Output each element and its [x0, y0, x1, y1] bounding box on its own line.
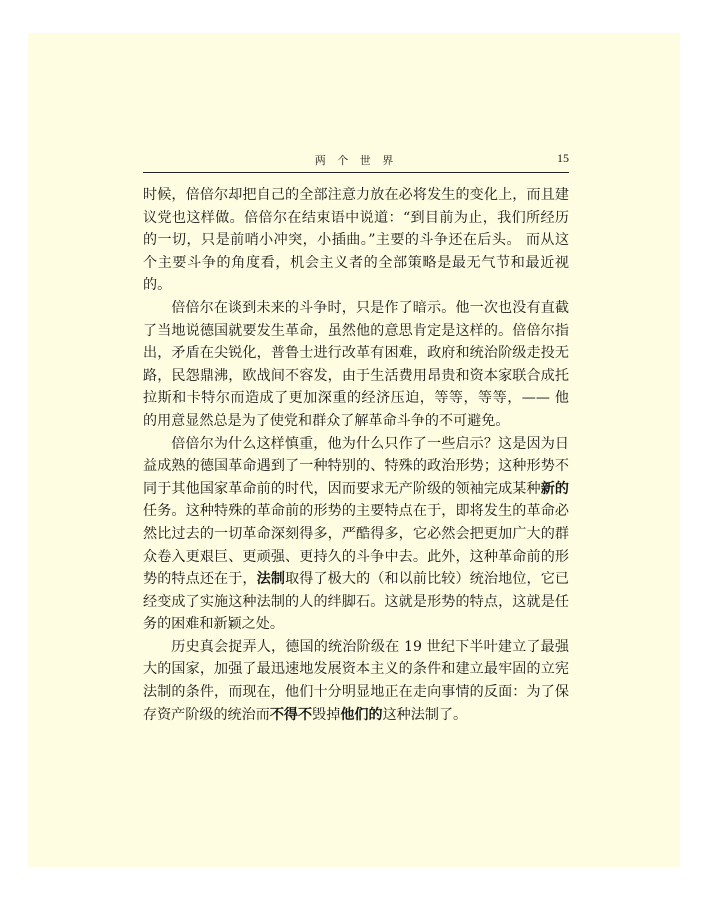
paragraph-3-part-e: 取得了极大的（和以前比较）统治地位，它已经变成了实施这种法制的人的绊脚石。这就是形势的特点，这就是任务的困难和新颖之处。 [143, 571, 570, 633]
paragraph-4-part-c: 毁掉 [312, 706, 341, 723]
running-title: 两 个 世 界 [314, 154, 398, 167]
paragraph-4-part-e: 这种法制了。 [382, 706, 468, 723]
paragraph-3-part-c: 任务。这种特殊的革命前的形势的主要特点在于，即将发生的革命必然比过去的一切革命深刻得多，严酷得多，它必然会把更加广大的群众卷入更艰巨、更顽强、更持久的斗争中去。此外，这种革命前的形势的特点还在于， [143, 503, 569, 588]
page-number: 15 [557, 151, 569, 165]
emphasis-legality: 法制 [256, 571, 286, 588]
paragraph-1: 时候，倍倍尔却把自己的全部注意力放在必将发生的变化上，而且建议党也这样做。倍倍尔在结束语中说道：“到目前为止，我们所经历的一切，只是前哨小冲突，小插曲。”主要的斗争还在后头。 而从这个主要斗争的角度看，机会主义者的全部策略是最无气节和最近视的。 [143, 187, 569, 294]
paragraph-3 [143, 433, 569, 636]
body-text [143, 184, 569, 726]
paragraph-2: 倍倍尔在谈到未来的斗争时，只是作了暗示。他一次也没有直截了当地说德国就要发生革命，虽然他的意思肯定是这样的。倍倍尔指出，矛盾在尖锐化，普鲁士进行改革有困难，政府和统治阶级走投无路，民怨鼎沸，欧战间不容发，由于生活费用昂贵和资本家联合成托拉斯和卡特尔而造成了更加深重的经济压迫，等等，等等，—— 他的用意显然总是为了使党和群众了解革命斗争的不可避免。 [143, 299, 569, 429]
emphasis-forced: 不得不 [269, 706, 313, 723]
emphasis-new: 新的 [540, 480, 570, 497]
paragraph-4-part-a: 历史真会捉弄人，德国的统治阶级在 19 世纪下半叶建立了最强大的国家，加强了最迅速地发展资本主义的条件和建立最牢固的立宪法制的条件，而现在，他们十分明显地正在走向事情的反面：为了保存资产阶级的统治而 [143, 638, 569, 723]
paragraph-4 [143, 636, 569, 726]
emphasis-their: 他们的 [340, 706, 383, 723]
paragraph-3-part-a: 倍倍尔为什么这样慎重，他为什么只作了一些启示？这是因为日益成熟的德国革命遇到了一种特别的、特殊的政治形势；这种形势不同于其他国家革命前的时代，因而要求无产阶级的领袖完成某种 [143, 435, 569, 497]
running-header [143, 150, 569, 173]
